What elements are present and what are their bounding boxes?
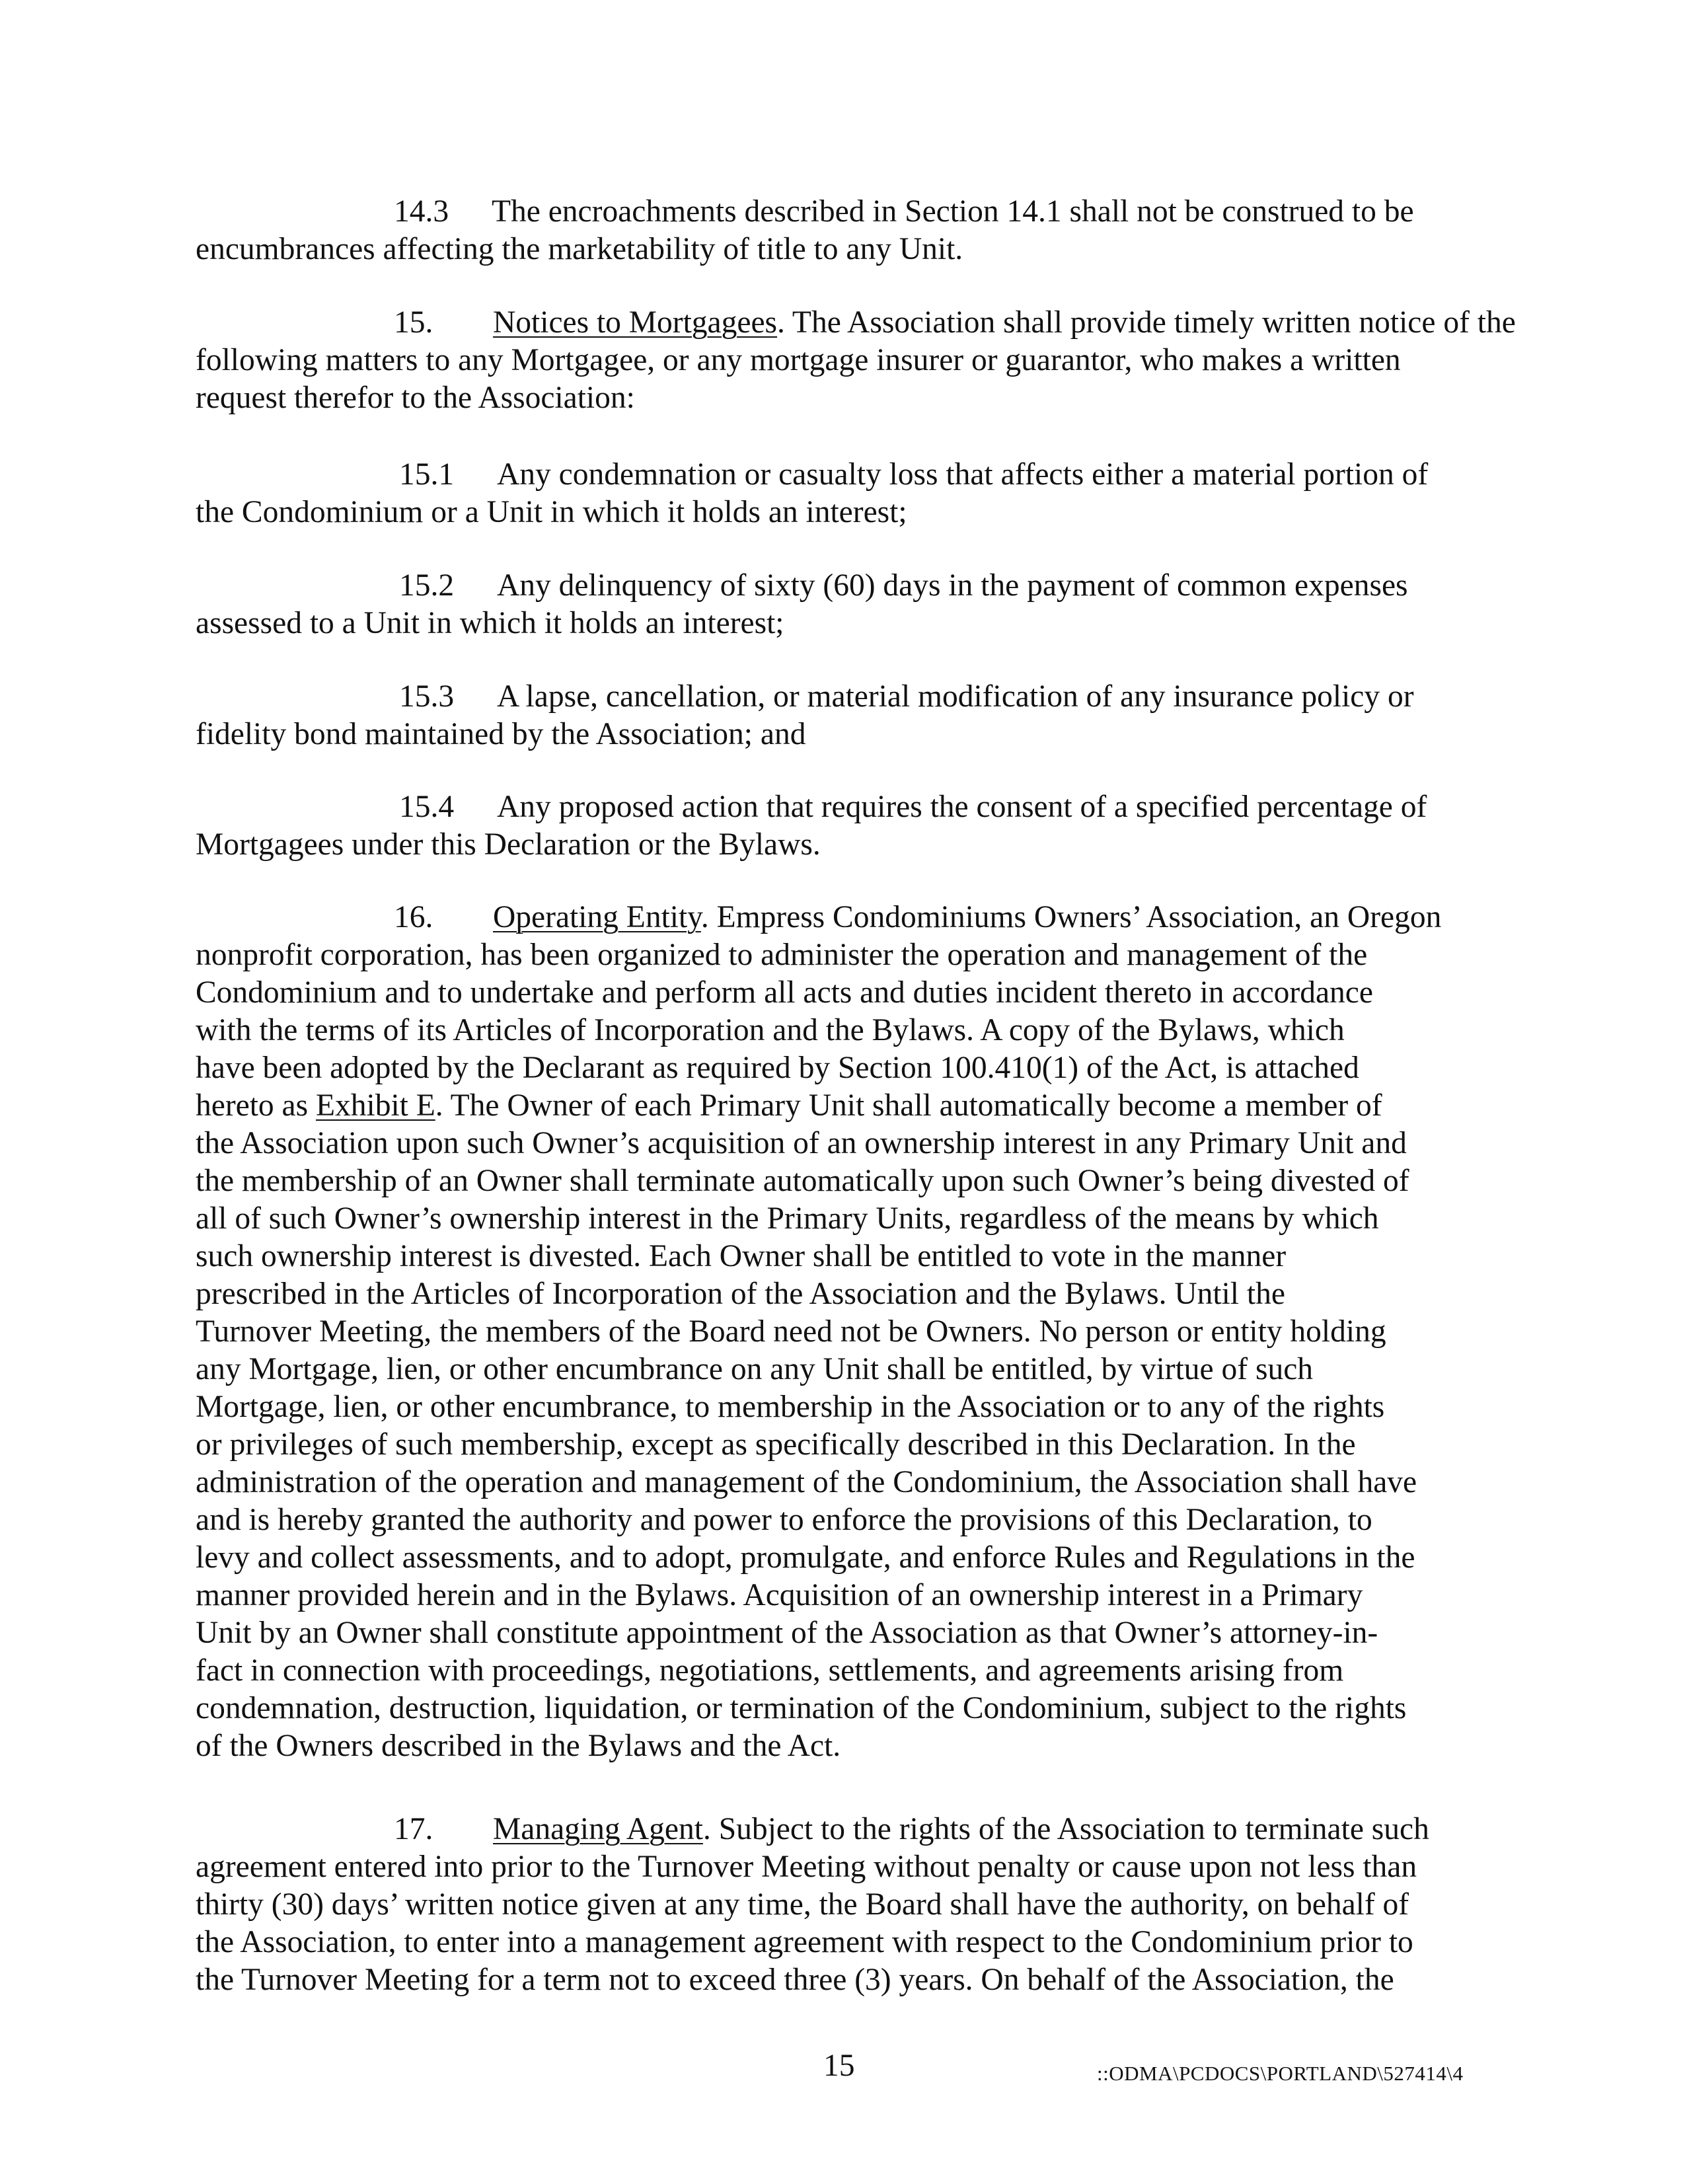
- paragraph-line: any Mortgage, lien, or other encumbrance on any Unit shall be entitled, by virtue of such: [196, 1352, 1314, 1386]
- paragraph-text: Any proposed action that requires the consent of a specified percentage of: [497, 790, 1427, 824]
- paragraph-line: [196, 899, 1491, 936]
- paragraph-line: such ownership interest is divested. Each Owner shall be entitled to vote in the manner: [196, 1239, 1287, 1273]
- paragraph-line: agreement entered into prior to the Turnover Meeting without penalty or cause upon not less than: [196, 1850, 1417, 1884]
- paragraph-line: [196, 678, 1491, 716]
- paragraph-15-4: [196, 788, 1491, 864]
- paragraph-line: request therefor to the Association:: [196, 381, 635, 415]
- paragraph-line: [196, 456, 1491, 494]
- paragraph-line: with the terms of its Articles of Incorporation and the Bylaws. A copy of the Bylaws, which: [196, 1013, 1345, 1047]
- paragraph-line: thirty (30) days’ written notice given at any time, the Board shall have the authority, on behalf of: [196, 1887, 1409, 1922]
- paragraph-text: The encroachments described in Section 14.1 shall not be construed to be: [492, 194, 1414, 229]
- paragraph-line: [196, 788, 1491, 826]
- paragraph-line: the Condominium or a Unit in which it holds an interest;: [196, 495, 907, 529]
- paragraph-line: Turnover Meeting, the members of the Board need not be Owners. No person or entity holding: [196, 1314, 1386, 1349]
- paragraph-17: [196, 1811, 1491, 1999]
- paragraph-line: [196, 1811, 1491, 1848]
- paragraph-line: or privileges of such membership, except as specifically described in this Declaration. In the: [196, 1427, 1356, 1462]
- page-number: 15: [823, 2049, 855, 2083]
- paragraph-text: A lapse, cancellation, or material modification of any insurance policy or: [497, 679, 1414, 714]
- paragraph-14-3: [196, 193, 1491, 268]
- paragraph-line: manner provided herein and in the Bylaws. Acquisition of an ownership interest in a Primary: [196, 1578, 1363, 1612]
- paragraph-line: fact in connection with proceedings, negotiations, settlements, and agreements arising from: [196, 1653, 1344, 1688]
- paragraph-line: levy and collect assessments, and to adopt, promulgate, and enforce Rules and Regulations in the: [196, 1540, 1415, 1575]
- paragraph-15-2: [196, 567, 1491, 642]
- paragraph-text: . Empress Condominiums Owners’ Association, an Oregon: [700, 900, 1442, 934]
- paragraph-text: hereto as: [196, 1088, 316, 1123]
- section-number: 15.4: [399, 790, 455, 824]
- paragraph-line: prescribed in the Articles of Incorporation of the Association and the Bylaws. Until the: [196, 1277, 1285, 1311]
- section-number: 17.: [394, 1812, 433, 1846]
- section-heading: Operating Entity: [493, 900, 701, 934]
- paragraph-15-1: [196, 456, 1491, 531]
- section-number: 15.2: [399, 568, 455, 603]
- paragraph-line: Mortgage, lien, or other encumbrance, to membership in the Association or to any of the rights: [196, 1390, 1385, 1424]
- paragraph-line: [196, 304, 1516, 342]
- paragraph-15: [196, 304, 1516, 417]
- paragraph-text: . The Association shall provide timely written notice of the: [777, 305, 1516, 340]
- paragraph-line: of the Owners described in the Bylaws and the Act.: [196, 1729, 841, 1763]
- paragraph-text: Any condemnation or casualty loss that affects either a material portion of: [497, 457, 1429, 492]
- paragraph-line: the membership of an Owner shall terminate automatically upon such Owner’s being divested of: [196, 1164, 1409, 1198]
- section-heading: Managing Agent: [493, 1812, 703, 1846]
- paragraph-text: . Subject to the rights of the Association to terminate such: [702, 1812, 1429, 1846]
- paragraph-line: Mortgagees under this Declaration or the Bylaws.: [196, 827, 821, 862]
- paragraph-line: and is hereby granted the authority and power to enforce the provisions of this Declaration, to: [196, 1503, 1372, 1537]
- exhibit-reference: Exhibit E: [316, 1088, 435, 1123]
- paragraph-line: [196, 193, 1491, 231]
- paragraph-line: the Turnover Meeting for a term not to exceed three (3) years. On behalf of the Association, the: [196, 1963, 1394, 1997]
- paragraph-line: have been adopted by the Declarant as required by Section 100.410(1) of the Act, is attached: [196, 1051, 1359, 1085]
- paragraph-line: encumbrances affecting the marketability of title to any Unit.: [196, 232, 963, 266]
- paragraph-line: fidelity bond maintained by the Association; and: [196, 717, 806, 751]
- paragraph-line: assessed to a Unit in which it holds an interest;: [196, 606, 784, 640]
- section-number: 15.3: [399, 679, 455, 714]
- paragraph-15-3: [196, 678, 1491, 753]
- paragraph-line: administration of the operation and management of the Condominium, the Association shall have: [196, 1465, 1417, 1499]
- paragraph-line: nonprofit corporation, has been organized to administer the operation and management of the: [196, 938, 1368, 972]
- paragraph-line: the Association upon such Owner’s acquisition of an ownership interest in any Primary Unit and: [196, 1126, 1407, 1160]
- paragraph-line: all of such Owner’s ownership interest in the Primary Units, regardless of the means by which: [196, 1201, 1379, 1236]
- paragraph-line: Unit by an Owner shall constitute appointment of the Association as that Owner’s attorney-in-: [196, 1616, 1378, 1650]
- document-id: ::ODMA\PCDOCS\PORTLAND\527414\4: [1097, 2062, 1464, 2085]
- section-number: 14.3: [394, 194, 449, 229]
- section-number: 16.: [394, 900, 433, 934]
- paragraph-16: [196, 899, 1491, 1765]
- paragraph-line: Condominium and to undertake and perform all acts and duties incident thereto in accordance: [196, 975, 1373, 1010]
- paragraph-line: condemnation, destruction, liquidation, or termination of the Condominium, subject to the rights: [196, 1691, 1407, 1725]
- paragraph-line: [196, 567, 1491, 605]
- section-number: 15.: [394, 305, 433, 340]
- section-number: 15.1: [399, 457, 455, 492]
- paragraph-line: [196, 1087, 1491, 1125]
- paragraph-line: following matters to any Mortgagee, or any mortgage insurer or guarantor, who makes a written: [196, 343, 1401, 377]
- paragraph-text: . The Owner of each Primary Unit shall automatically become a member of: [435, 1088, 1382, 1123]
- section-heading: Notices to Mortgagees: [493, 305, 778, 340]
- paragraph-line: the Association, to enter into a management agreement with respect to the Condominium prior to: [196, 1925, 1413, 1959]
- paragraph-text: Any delinquency of sixty (60) days in the payment of common expenses: [497, 568, 1408, 603]
